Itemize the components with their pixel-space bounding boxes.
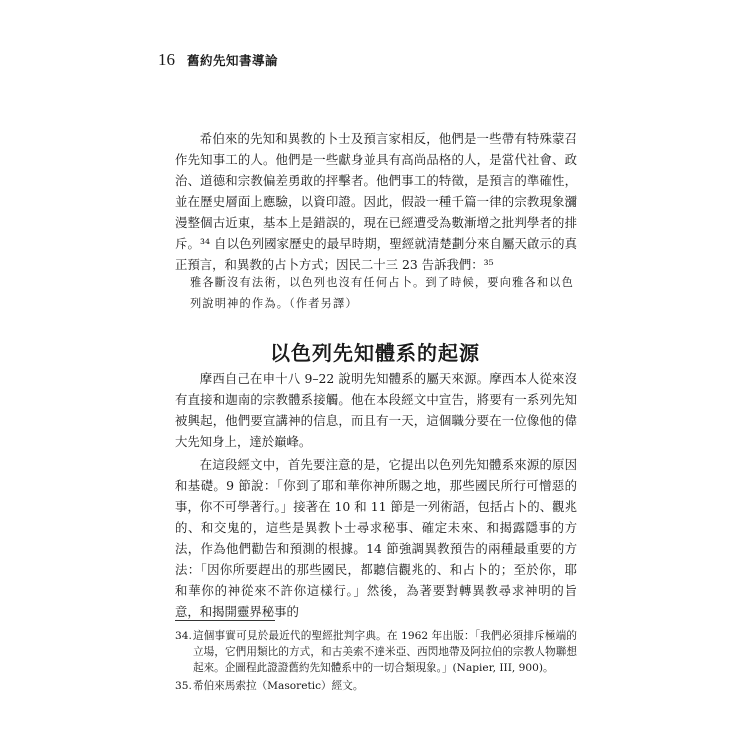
section-title: 以色列先知體系的起源 bbox=[270, 341, 480, 365]
footnote-35 bbox=[175, 678, 577, 694]
running-title: 舊約先知書導論 bbox=[187, 53, 279, 68]
footnote-divider bbox=[175, 620, 275, 621]
scripture-quote: 雅各斷沒有法術，以色列也沒有任何占卜。到了時候，要向雅各和以色列說明神的作為。（作者另譯） bbox=[190, 276, 575, 310]
footnote-text: 這個事實可見於最近代的聖經批判字典。在 1962 年出版：「我們必須排斥極端的立場，它們用類比的方式，和古美索不達米亞、西閃地帶及阿拉伯的宗教人物聯想起來。企圖程此證證舊約先知體系中的一切合類現象。」(Napier, III, 900)。 bbox=[193, 630, 577, 674]
page-number: 16 bbox=[158, 50, 175, 69]
paragraph-2 bbox=[175, 368, 577, 452]
paragraph-1-text: 希伯來的先知和異教的卜士及預言家相反，他們是一些帶有特殊蒙召作先知事工的人。他們是一些獻身並具有高尚品格的人，是當代社會、政治、道德和宗教偏差勇敢的抨擊者。他們事工的特徵，是預言的準確性，並在歷史層面上應驗，以資印證。因此，假設一種千篇一律的宗教現象瀰漫整個古近東，基本上是錯誤的，現在已經遭受為數漸增之批判學者的排斥。³⁴ 自以色列國家歷史的最早時期，聖經就清楚劃分來自屬天啟示的真正預言，和異教的占卜方式；因民二十三 23 告訴我們：³⁵ bbox=[175, 131, 577, 272]
footnote-text: 希伯來馬索拉（Masoretic）經文。 bbox=[193, 680, 364, 692]
paragraph-3-text: 在這段經文中，首先要注意的是，它提出以色列先知體系來源的原因和基礎。9 節說：「你到了耶和華你神所賜之地，那些國民所行可憎惡的事，你不可學著行。」接著在 10 和 11 節是一列術語，包括占卜的、觀兆的、和交鬼的，這些是異教卜士尋求秘事、確定未來、和揭露隱事的方法，作為他們勸告和預測的根據。14 節強調異教預告的兩種最重要的方法：「因你所要趕出的那些國民，都聽信觀兆的、和占卜的；至於你，耶和華你的神從來不許你這樣行。」然後，為著要對轉異教尋求神明的旨意，和揭開靈界秘事的 bbox=[175, 457, 577, 619]
footnote-number: 35. bbox=[175, 680, 192, 692]
page-header bbox=[158, 50, 278, 70]
footnote-34 bbox=[175, 628, 577, 676]
paragraph-3 bbox=[175, 454, 577, 622]
footnotes bbox=[175, 628, 577, 696]
paragraph-1 bbox=[175, 128, 577, 275]
footnote-number: 34. bbox=[175, 630, 192, 642]
paragraph-2-text: 摩西自己在申十八 9–22 說明先知體系的屬天來源。摩西本人從來沒有直接和迦南的宗教體系接觸。他在本段經文中宣告，將要有一系列先知被興起，他們要宣講神的信息，而且有一天，這個職分要在一位像他的偉大先知身上，達於巔峰。 bbox=[175, 371, 577, 449]
